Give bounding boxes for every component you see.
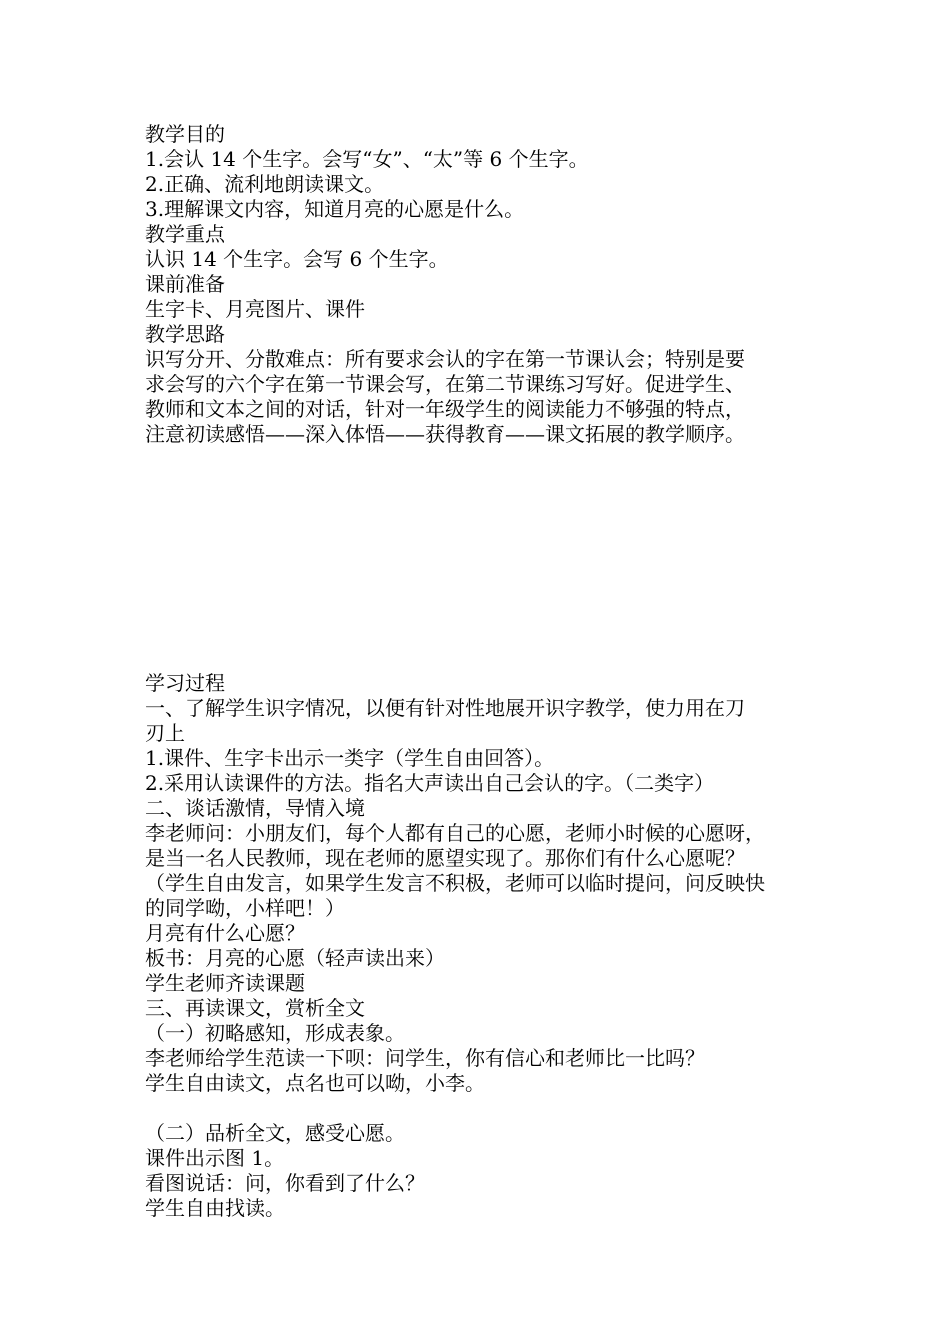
- step-2-line: 的同学呦，小样吧！）: [145, 896, 345, 920]
- approach-line: 教师和文本之间的对话，针对一年级学生的阅读能力不够强的特点，: [145, 397, 745, 421]
- blank-line: [145, 1096, 815, 1121]
- sub-step-2-line: 学生自由找读。: [145, 1196, 285, 1220]
- lesson-plan-top: [145, 122, 815, 447]
- step-2-line: 李老师问：小朋友们，每个人都有自己的心愿，老师小时候的心愿呀，: [145, 821, 765, 845]
- heading-preparation: 课前准备: [145, 272, 225, 296]
- sub-step-1-line: 李老师给学生范读一下呗：问学生，你有信心和老师比一比吗？: [145, 1046, 705, 1070]
- approach-line: 识写分开、分散难点：所有要求会认的字在第一节课认会；特别是要: [145, 347, 745, 371]
- board-text: 板书：月亮的心愿（轻声读出来）: [145, 946, 445, 970]
- sub-step-2-line: 课件出示图 1。: [145, 1146, 285, 1170]
- preparation-text: 生字卡、月亮图片、课件: [145, 297, 365, 321]
- heading-teaching-goals: 教学目的: [145, 122, 225, 146]
- read-title-text: 学生老师齐读课题: [145, 971, 305, 995]
- heading-teaching-approach: 教学思路: [145, 322, 225, 346]
- approach-line: 注意初读感悟——深入体悟——获得教育——课文拓展的教学顺序。: [145, 422, 745, 446]
- approach-line: 求会写的六个字在第一节课会写，在第二节课练习写好。促进学生、: [145, 372, 745, 396]
- step-1-title: 一、了解学生识字情况，以便有针对性地展开识字教学，使力用在刀: [145, 696, 745, 720]
- step-1-item-2: 2.采用认读课件的方法。指名大声读出自己会认的字。（二类字）: [145, 771, 715, 795]
- step-2-line: （学生自由发言，如果学生发言不积极，老师可以临时提问，问反映快: [145, 871, 765, 895]
- sub-step-2-line: 看图说话：问，你看到了什么？: [145, 1171, 425, 1195]
- focus-text: 认识 14 个生字。会写 6 个生字。: [145, 247, 449, 271]
- step-2-title: 二、谈话激情，导情入境: [145, 796, 365, 820]
- sub-step-1-line: 学生自由读文，点名也可以呦，小李。: [145, 1071, 485, 1095]
- step-3-title: 三、再读课文，赏析全文: [145, 996, 365, 1020]
- step-1-item-1: 1.课件、生字卡出示一类字（学生自由回答）。: [145, 746, 555, 770]
- sub-step-1-title: （一）初略感知，形成表象。: [145, 1021, 405, 1045]
- step-1-title-continued: 刃上: [145, 721, 185, 745]
- step-2-line: 是当一名人民教师，现在老师的愿望实现了。那你们有什么心愿呢？: [145, 846, 745, 870]
- lesson-plan-process: [145, 671, 815, 1221]
- goal-item-1: 1.会认 14 个生字。会写“女”、“太”等 6 个生字。: [145, 147, 589, 171]
- question-text: 月亮有什么心愿？: [145, 921, 305, 945]
- sub-step-2-title: （二）品析全文，感受心愿。: [145, 1121, 405, 1145]
- heading-learning-process: 学习过程: [145, 671, 225, 695]
- goal-item-2: 2.正确、流利地朗读课文。: [145, 172, 385, 196]
- goal-item-3: 3.理解课文内容，知道月亮的心愿是什么。: [145, 197, 525, 221]
- heading-teaching-focus: 教学重点: [145, 222, 225, 246]
